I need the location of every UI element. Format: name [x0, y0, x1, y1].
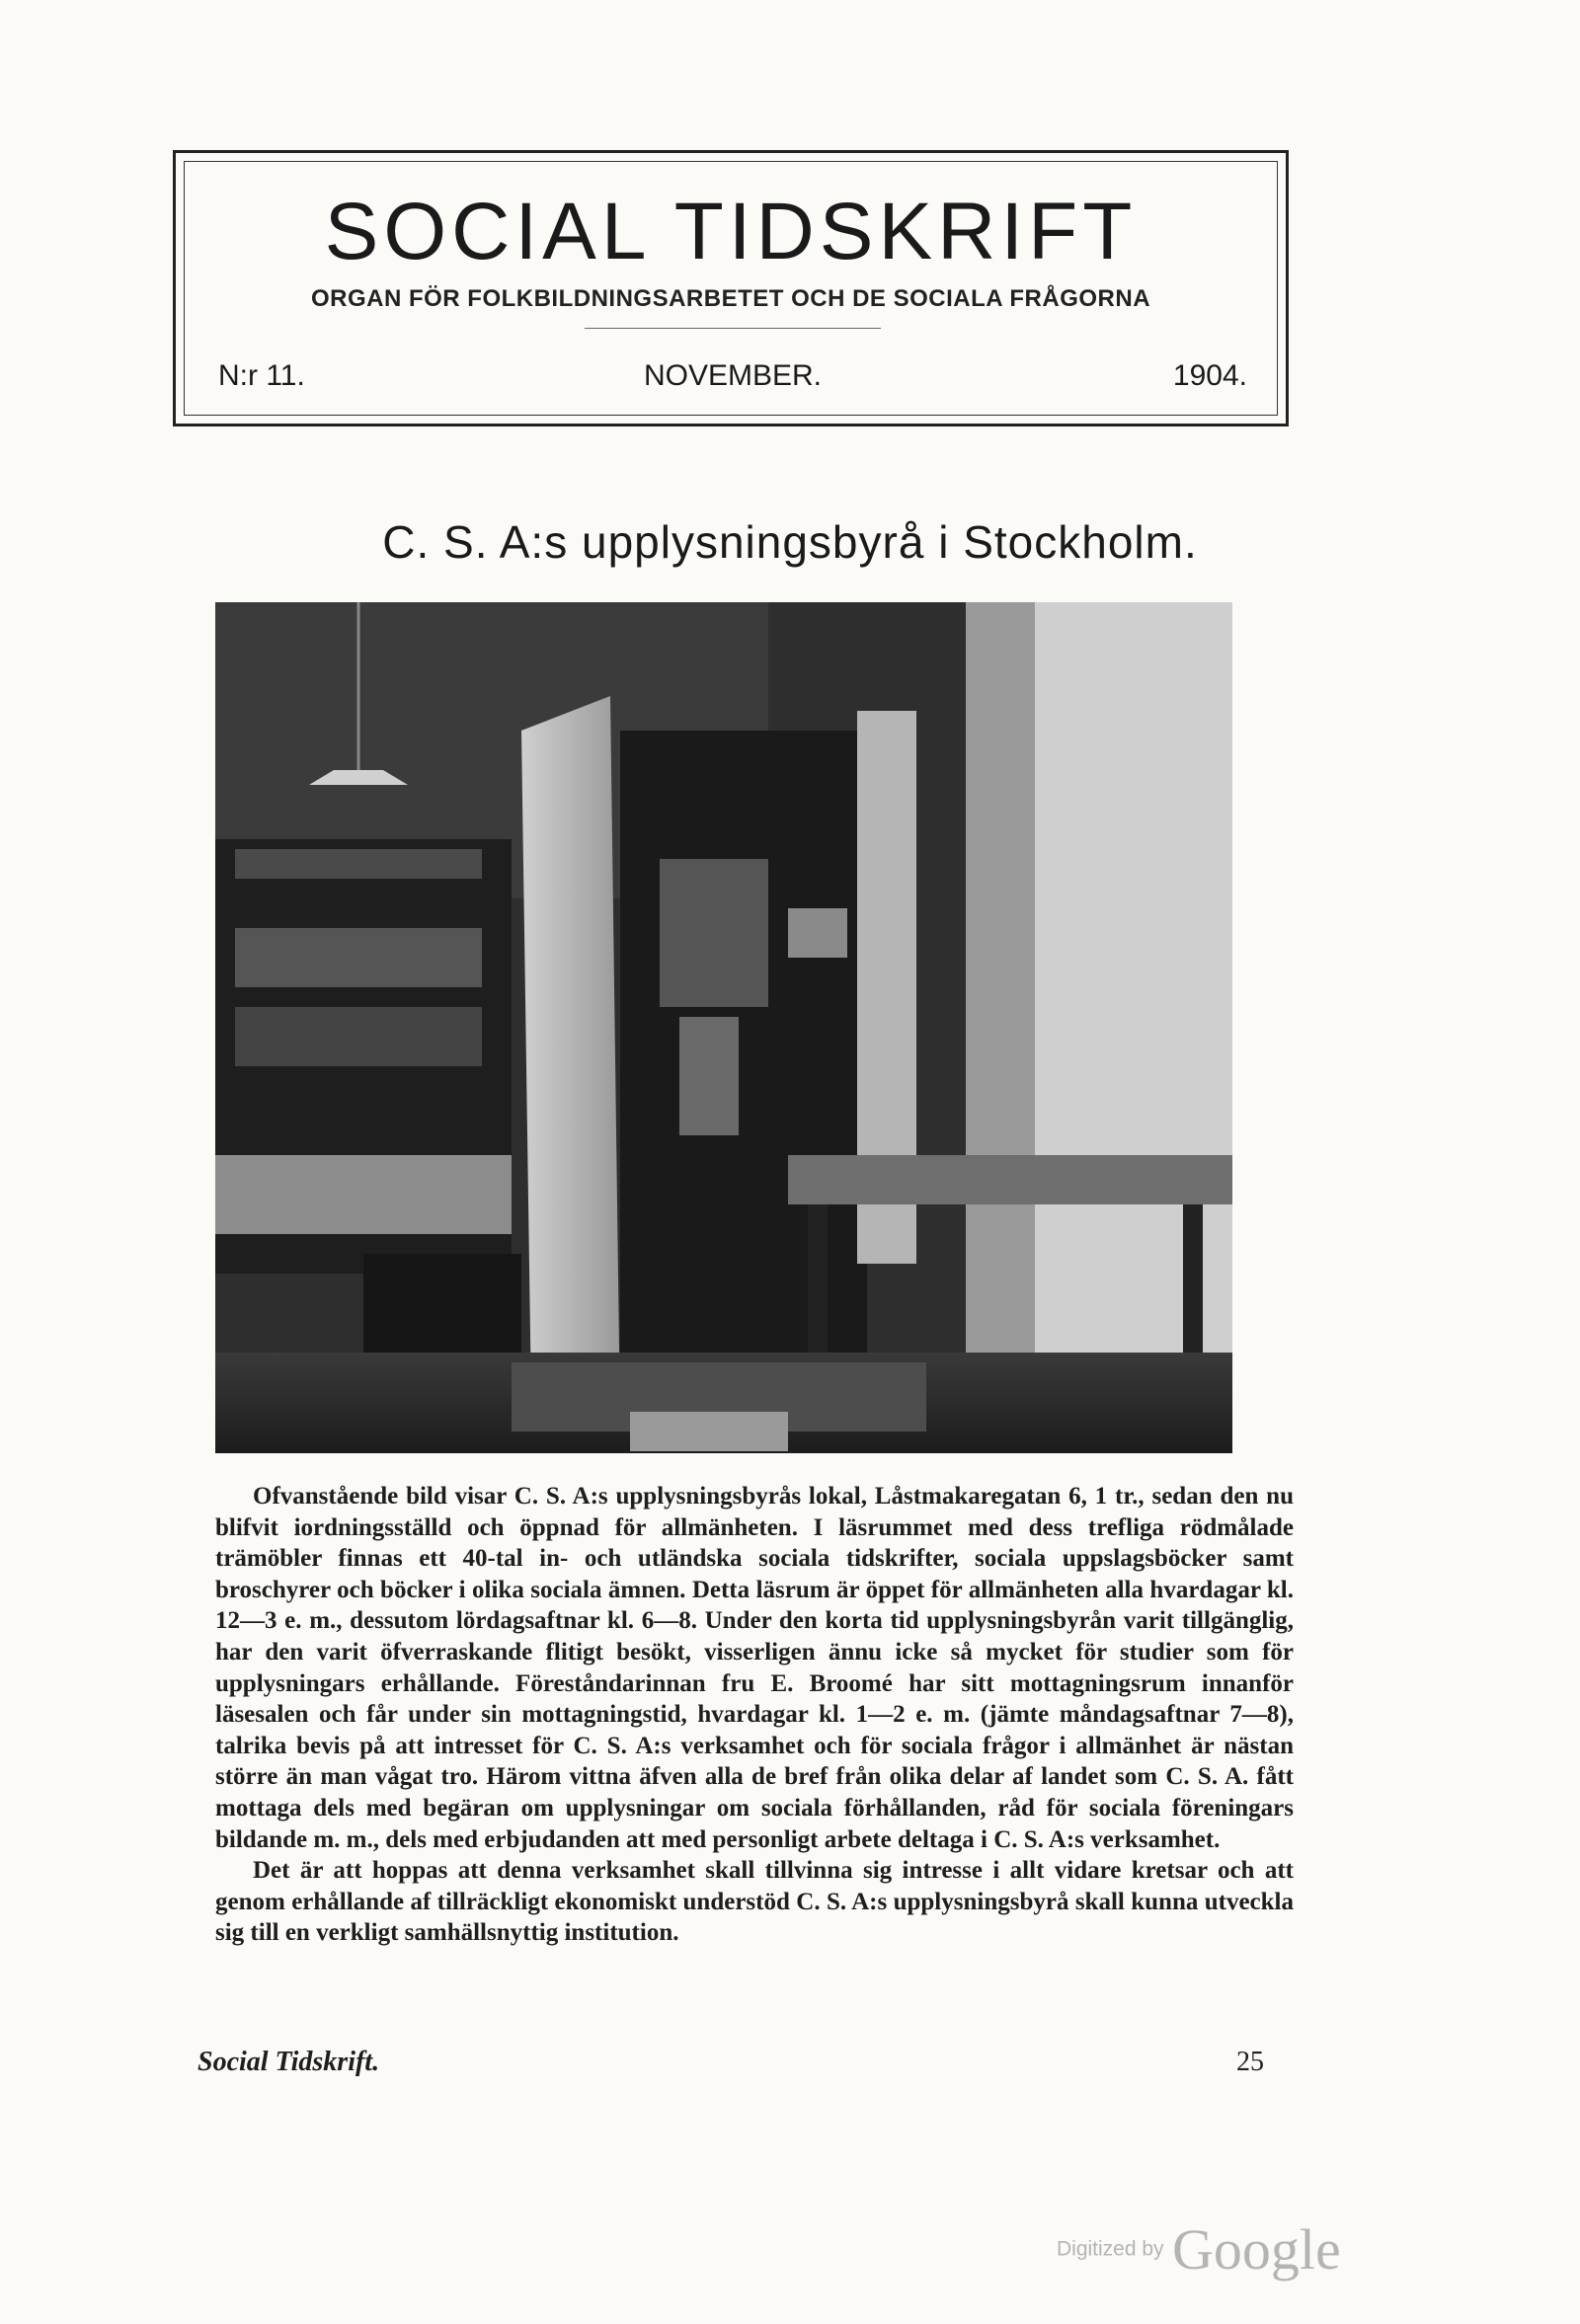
reading-room-photo-illustration	[215, 602, 1232, 1453]
journal-subtitle: ORGAN FÖR FOLKBILDNINGSARBETET OCH DE SOCIALA FRÅGORNA	[310, 285, 1151, 312]
google-logo: Google	[1172, 2217, 1341, 2282]
masthead-divider	[585, 328, 881, 329]
issue-number: N:r 11.	[218, 359, 305, 392]
watermark-prefix: Digitized by	[1057, 2237, 1164, 2261]
article-paragraph-1: Ofvanstående bild visar C. S. A:s upplysningsbyrås lokal, Låstmakaregatan 6, 1 tr., sedan den nu blifvit iordningsställd och öppnad för allmänheten. I läsrummet med dess trefliga rödmålade trämöbler finnas ett 40-tal in- och utländska sociala tidskrifter, sociala uppslagsböcker samt broschyrer och böcker i olika sociala ämnen. Detta läsrum är öppet för allmänheten alla hvardagar kl. 12—3 e. m., dessutom lördagsaftnar kl. 6—8. Under den korta tid upplysningsbyrån varit tillgänglig, har den varit öfverraskande flitigt besökt, visserligen ännu icke så mycket för studier som för upplysningars erhållande. Föreståndarinnan fru E. Broomé har sitt mottagningsrum innanför läsesalen och får under sin mottagningstid, hvardagar kl. 1—2 e. m. (jämte måndagsaftnar 7—8), talrika bevis på att intresset för C. S. A:s verksamhet och för sociala frågor i allmänhet är nästan större än man vågat tro. Härom vittna äfven alla de bref från olika delar af landet som C. S. A. fått mottaga dels med begäran om upplysningar om sociala förhållanden, råd för sociala föreningars bildande m. m., dels med erbjudanden att med personligt arbete deltaga i C. S. A:s verksamhet.	[215, 1483, 1294, 1853]
reading-room-photo	[215, 602, 1232, 1453]
article-title: C. S. A:s upplysningsbyrå i Stockholm.	[382, 516, 1198, 568]
issue-row	[218, 359, 1247, 399]
issue-month: NOVEMBER.	[643, 359, 823, 392]
page-footer	[198, 2047, 1264, 2082]
page-number: 25	[1236, 2047, 1264, 2077]
issue-year: 1904.	[1172, 359, 1247, 392]
footer-journal-name: Social Tidskrift.	[198, 2047, 380, 2077]
article-paragraph-2: Det är att hoppas att denna verksamhet skall tillvinna sig intresse i allt vidare kretsar och att genom erhållande af tillräckligt ekonomiskt understöd C. S. A:s upplysningsbyrå skall kunna utveckla sig till en verkligt samhällsnyttig institution.	[215, 1857, 1294, 1947]
journal-title: SOCIAL TIDSKRIFT	[324, 187, 1138, 276]
masthead	[173, 150, 1289, 426]
masthead-inner-frame	[184, 161, 1278, 416]
digitization-watermark	[1057, 2216, 1341, 2282]
article-body	[215, 1481, 1294, 1949]
